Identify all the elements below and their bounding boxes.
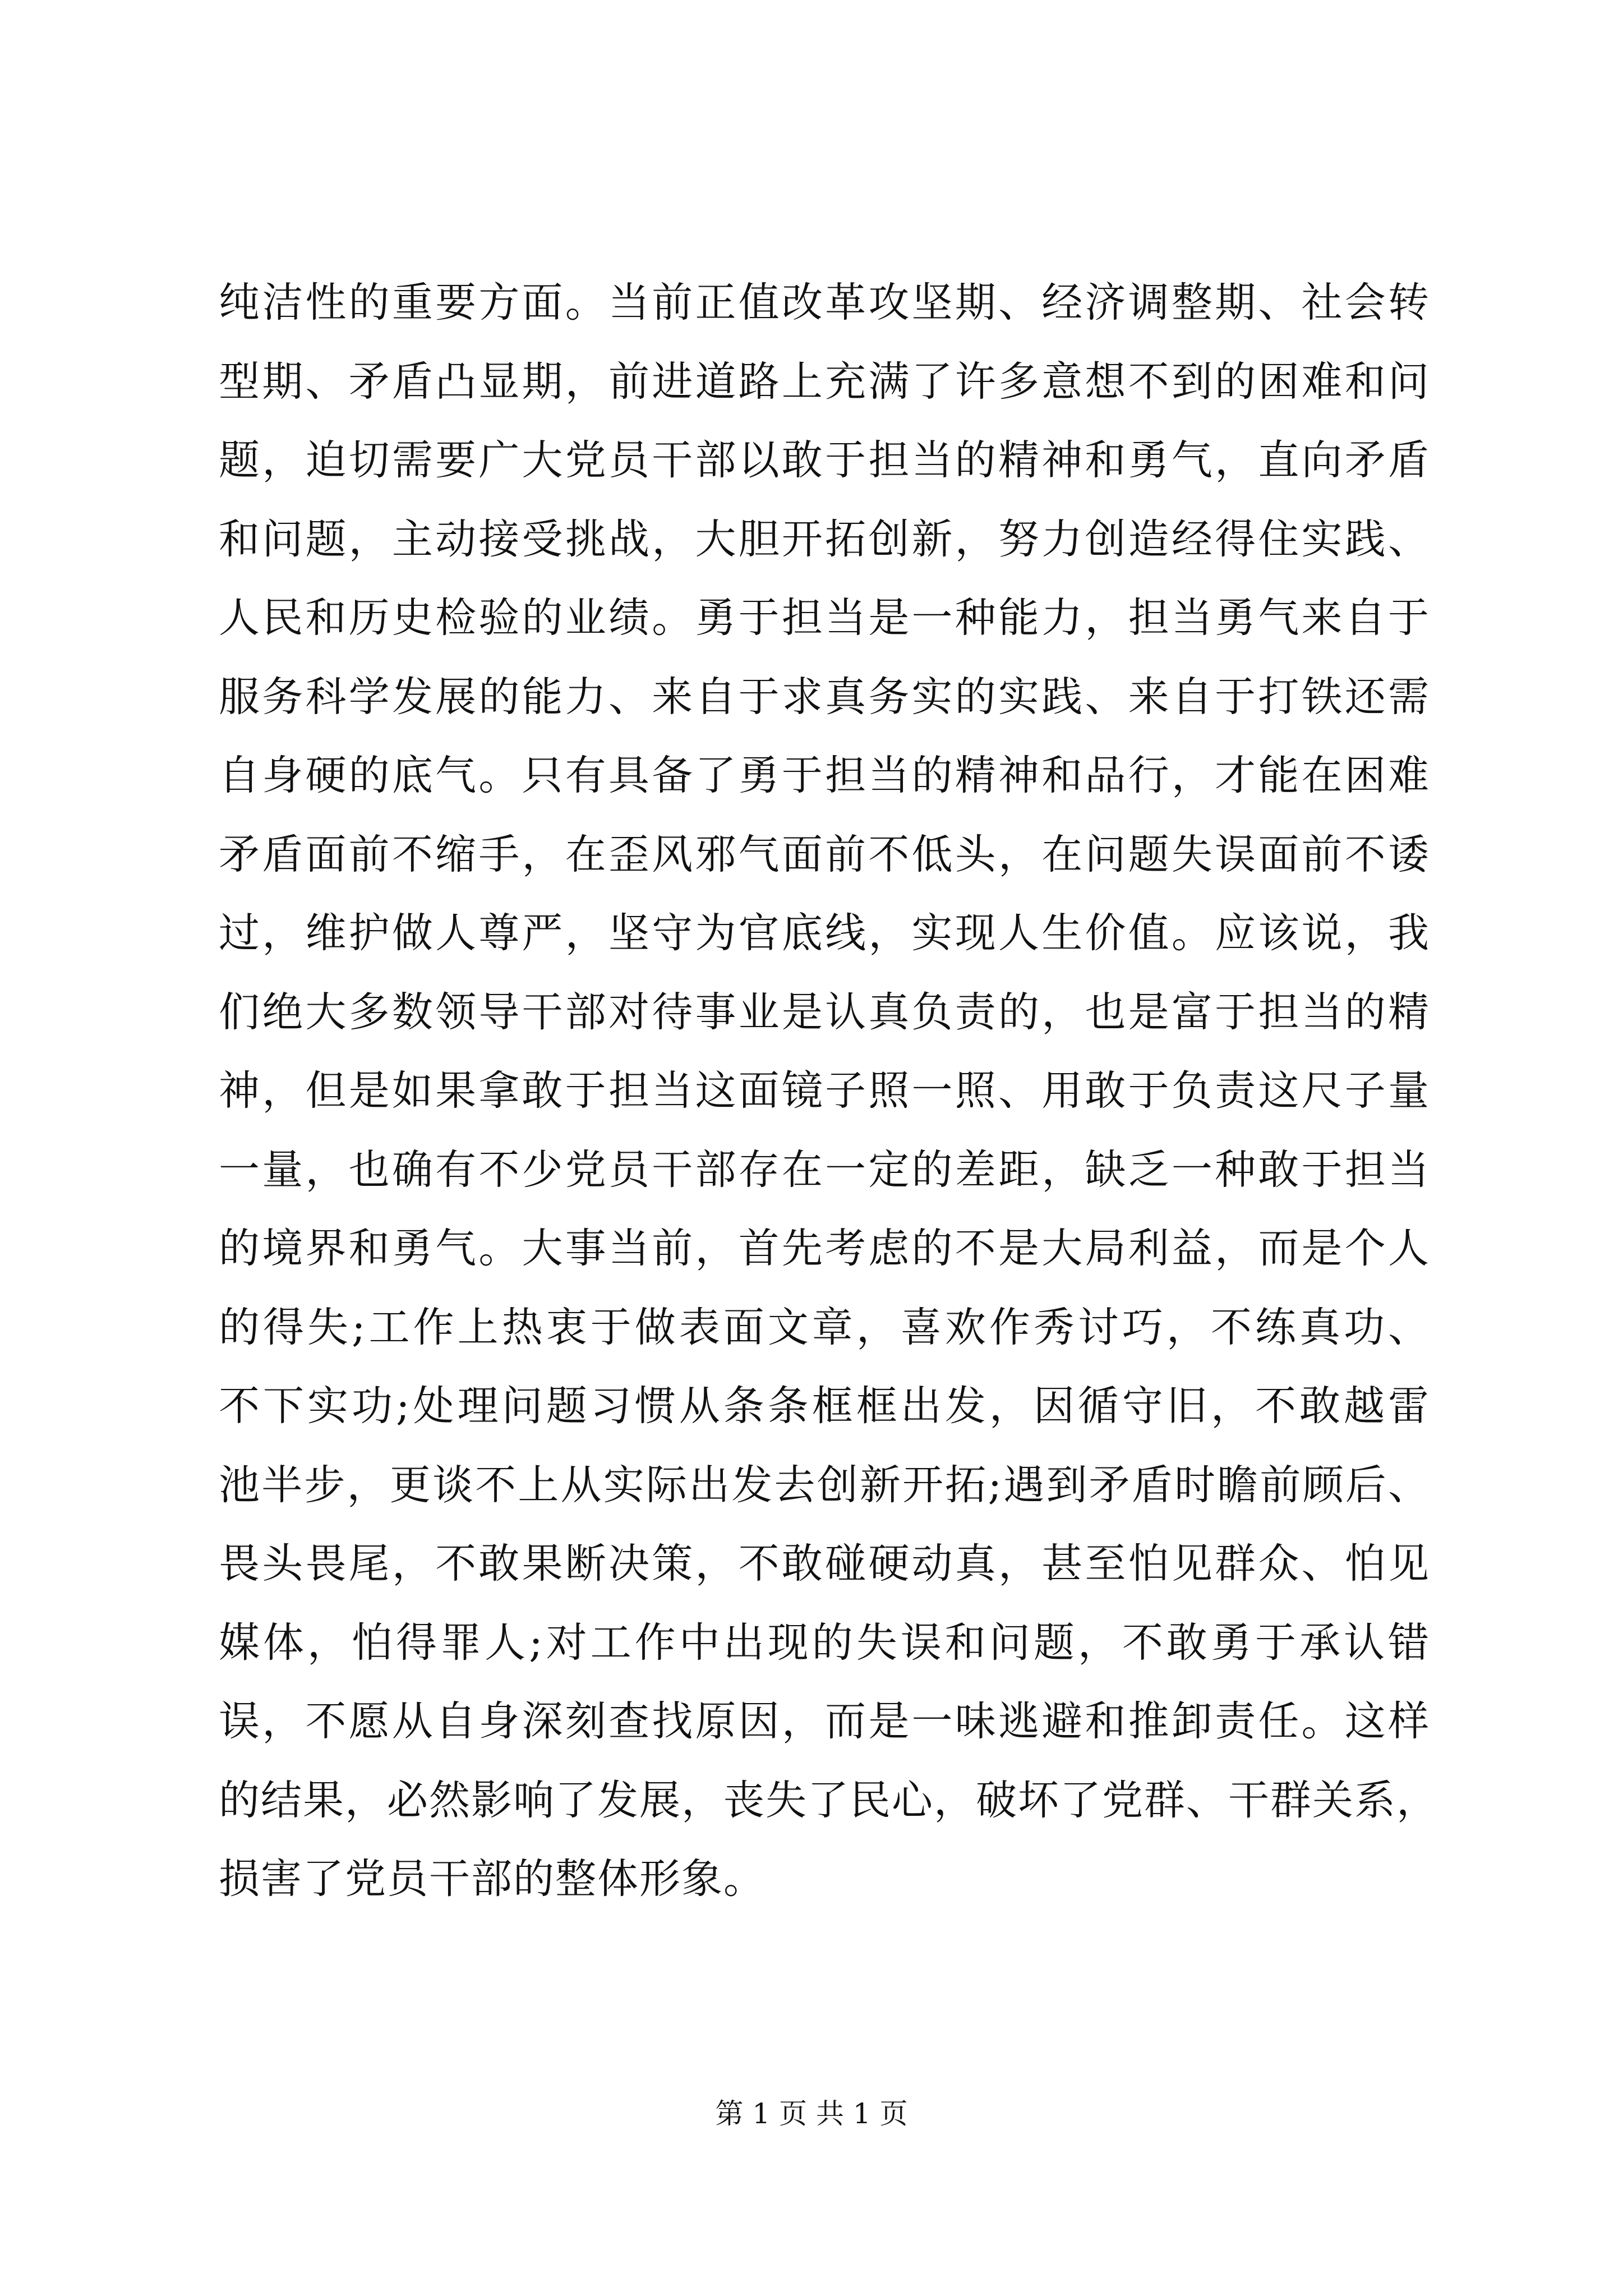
text-line: 畏头畏尾，不敢果断决策，不敢碰硬动真，甚至怕见群众、怕见	[219, 1540, 1430, 1588]
text-line: 题，迫切需要广大党员干部以敢于担当的精神和勇气，直向矛盾	[219, 436, 1430, 484]
text-line: 误，不愿从自身深刻查找原因，而是一味逃避和推卸责任。这样	[219, 1697, 1430, 1745]
text-line: 损害了党员干部的整体形象。	[219, 1855, 766, 1903]
text-line: 神，但是如果拿敢于担当这面镜子照一照、用敢于负责这尺子量	[219, 1067, 1430, 1115]
text-line: 纯洁性的重要方面。当前正值改革攻坚期、经济调整期、社会转	[219, 279, 1430, 326]
text-line: 池半步，更谈不上从实际出发去创新开拓;遇到矛盾时瞻前顾后、	[219, 1461, 1430, 1509]
body-paragraph	[219, 264, 1438, 1919]
text-line: 型期、矛盾凸显期，前进道路上充满了许多意想不到的困难和问	[219, 357, 1430, 406]
text-line: 人民和历史检验的业绩。勇于担当是一种能力，担当勇气来自于	[219, 594, 1430, 642]
page-number-label: 第 1 页 共 1 页	[715, 2097, 908, 2130]
text-line: 服务科学发展的能力、来自于求真务实的实践、来自于打铁还需	[219, 673, 1430, 721]
page-footer	[0, 2097, 1623, 2131]
text-line: 的结果，必然影响了发展，丧失了民心，破坏了党群、干群关系，	[219, 1776, 1438, 1824]
text-line: 媒体，怕得罪人;对工作中出现的失误和问题，不敢勇于承认错	[219, 1618, 1430, 1667]
text-line: 和问题，主动接受挑战，大胆开拓创新，努力创造经得住实践、	[219, 515, 1430, 563]
text-line: 过，维护做人尊严，坚守为官底线，实现人生价值。应该说，我	[219, 909, 1430, 957]
text-line: 一量，也确有不少党员干部存在一定的差距，缺乏一种敢于担当	[219, 1145, 1430, 1194]
text-line: 自身硬的底气。只有具备了勇于担当的精神和品行，才能在困难	[219, 752, 1430, 799]
text-line: 的境界和勇气。大事当前，首先考虑的不是大局利益，而是个人	[219, 1225, 1430, 1272]
text-line: 们绝大多数领导干部对待事业是认真负责的，也是富于担当的精	[219, 988, 1430, 1036]
text-line: 不下实功;处理问题习惯从条条框框出发，因循守旧，不敢越雷	[219, 1382, 1430, 1430]
text-line: 矛盾面前不缩手，在歪风邪气面前不低头，在问题失误面前不诿	[219, 830, 1430, 878]
text-line: 的得失;工作上热衷于做表面文章，喜欢作秀讨巧，不练真功、	[219, 1303, 1430, 1351]
